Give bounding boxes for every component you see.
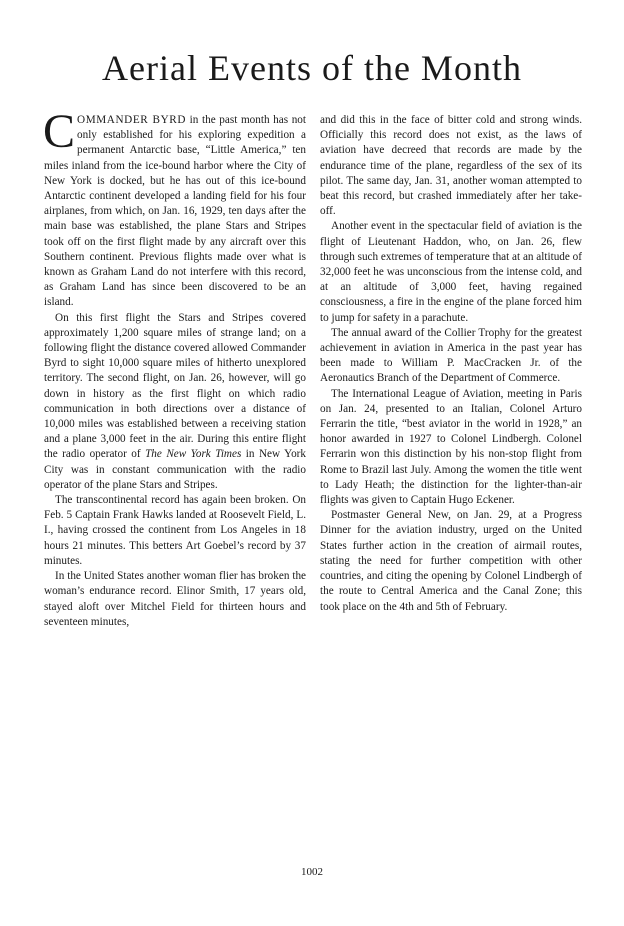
lead-smallcaps: OMMANDER BYRD [77,114,187,126]
paragraph-1-text: in the past month has not only established for his exploring expedition a permanent Antarctic base, “Little America,” ten miles inland from the ice-bound harbor where the City of New York is docked, but he has out of this ice-bound Antarctic continent developed a landing field for his four airplanes, from which, on Jan. 16, 1929, ten days after the main base was established, the plane Stars and Stripes took off on the first flight made by any aircraft over this Southern continent. Previous flights made over what is known as Graham Land do not interfere with this record, as Graham Land has since been discovered to be an island. [44,114,307,309]
paragraph-7: The annual award of the Collier Trophy for the greatest achievement in aviation in America in the past year has been made to William P. MacCracken Jr. of the Aeronautics Branch of the Department of Commerce. [320,326,582,385]
newspaper-title: The New York Times [145,448,242,461]
paragraph-5: and did this in the face of bitter cold and strong winds. Officially this record does not exist, as the laws of aviation have decreed that records are made by the endurance time of the plane, regardless of the sex of its pilot. The same day, Jan. 31, another woman attempted to beat this record, but crashed immediately after her take-off. [320,114,582,218]
paragraph-9: Postmaster General New, on Jan. 29, at a Progress Dinner for the aviation industry, urged on the United States further action in the creation of airmail routes, stating the need for further competition with other countries, and citing the opening by Colonel Lindbergh of the route to Central America and the Canal Zone; this took place on the 4th and 5th of February. [320,509,582,613]
right-column [320,113,582,615]
paragraph-2-text-b: in New York City was in constant communication with the radio operator of the plane Stars and Stripes. [44,448,306,491]
paragraph-2-text-a: On this first flight the Stars and Stripes covered approximately 1,200 square miles of strange land; on a following flight the distance covered allowed Commander Byrd to sight 10,000 square miles of hitherto unexplored territory. The second flight, on Jan. 26, however, will go down in history as the first flight on which radio communication in both directions over a distance of 10,000 miles was established between a receiving station and a plane 3,000 feet in the air. During this entire flight the radio operator of [44,311,306,461]
drop-cap: C [43,105,76,158]
paragraph-3: The transcontinental record has again been broken. On Feb. 5 Captain Frank Hawks landed at Roosevelt Field, L. I., having crossed the continent from Los Angeles in 18 hours 21 minutes. This betters Art Goebel’s record by 37 minutes. [44,494,306,567]
page-number: 1002 [301,866,323,878]
paragraph-2 [44,311,306,493]
paragraph-4: In the United States another woman flier has broken the woman’s endurance record. Elinor Smith, 17 years old, stayed aloft over Mitchel Field for thirteen hours and seventeen minutes, [44,570,306,628]
paragraph-6: Another event in the spectacular field of aviation is the flight of Lieutenant Haddon, who, on Jan. 26, flew through such extremes of temperature that at an altitude of 32,000 feet he was unconscious from the intense cold, and at an altitude of 3,000 feet, having regained consciousness, a fire in the engine of the plane forced him to jump for safety in a parachute. [320,220,582,324]
left-column [43,105,307,630]
paragraph-1 [43,105,307,311]
page-title: Aerial Events of the Month [102,48,522,88]
paragraph-8: The International League of Aviation, meeting in Paris on Jan. 24, presented to an Italian, Colonel Arturo Ferrarin the title, “best aviator in the world in 1928,” an honor awarded in 1927 to Colonel Lindbergh. Colonel Ferrarin won this distinction by his non-stop flight from Rome to Brazil last July. Among the women the title went to Lady Heath; the distinction for the lighter-than-air flights was given to Captain Hugo Eckener. [320,387,582,507]
